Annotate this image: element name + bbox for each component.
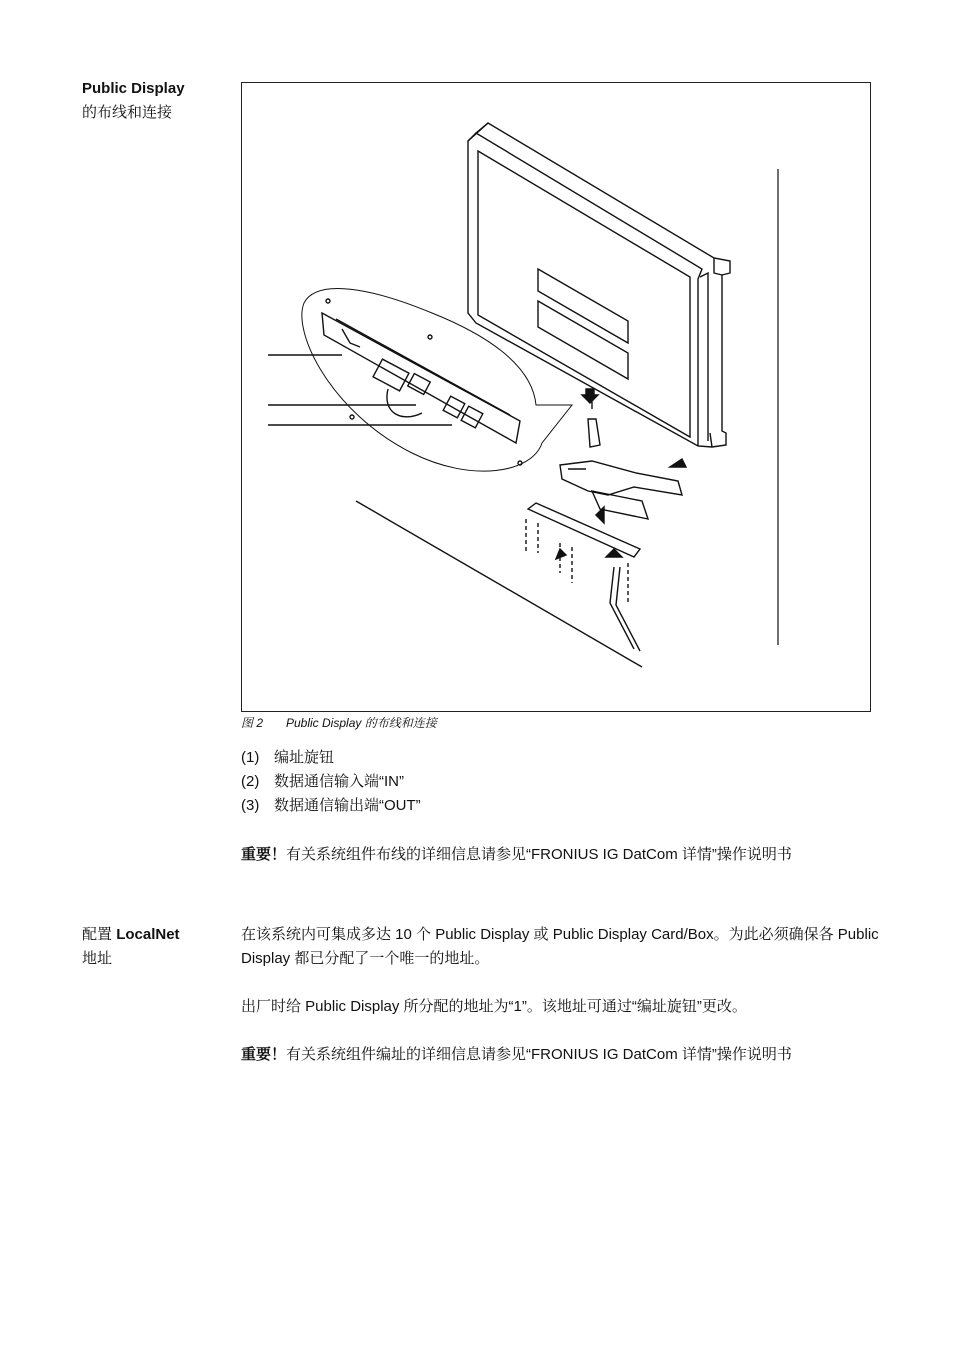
paragraph-localnet-intro: 在该系统内可集成多达 10 个 Public Display 或 Public Display Card/Box。为此必须确保各 Public Display 都已分配了一个唯一的地址。 bbox=[241, 926, 879, 967]
section-heading-wiring bbox=[82, 77, 185, 125]
note-label: 重要！ bbox=[241, 846, 287, 863]
section2-heading-title: LocalNet bbox=[116, 926, 180, 943]
legend-list bbox=[241, 746, 421, 818]
wiring-figure bbox=[241, 82, 871, 712]
legend-item: (2) 数据通信输入端“IN” bbox=[241, 773, 404, 790]
note-text: 有关系统组件布线的详细信息请参见“FRONIUS IG DatCom 详情”操作说明书 bbox=[286, 846, 792, 863]
paragraph-factory-address: 出厂时给 Public Display 所分配的地址为“1”。该地址可通过“编址旋钮”更改。 bbox=[241, 998, 747, 1015]
section2-heading-subtitle: 地址 bbox=[82, 950, 113, 967]
figure-caption-text: Public Display 的布线和连接 bbox=[286, 716, 437, 730]
figure-label: 图 2 bbox=[241, 716, 264, 730]
important-note-addressing bbox=[241, 1043, 881, 1067]
wiring-illustration bbox=[242, 83, 872, 713]
section2-heading-prefix: 配置 bbox=[82, 926, 113, 943]
legend-item: (3) 数据通信输出端“OUT” bbox=[241, 797, 421, 814]
display-screen bbox=[478, 151, 690, 437]
section-heading-localnet bbox=[82, 923, 180, 971]
important-note-wiring bbox=[241, 843, 881, 867]
note-label: 重要！ bbox=[241, 1046, 287, 1063]
section-heading-subtitle: 的布线和连接 bbox=[82, 104, 173, 121]
display-panel-upper bbox=[538, 269, 628, 343]
figure-caption bbox=[241, 714, 437, 731]
note-text: 有关系统组件编址的详细信息请参见“FRONIUS IG DatCom 详情”操作说明书 bbox=[286, 1046, 792, 1063]
legend-item: (1) 编址旋钮 bbox=[241, 749, 335, 766]
section-heading-title: Public Display bbox=[82, 80, 185, 97]
